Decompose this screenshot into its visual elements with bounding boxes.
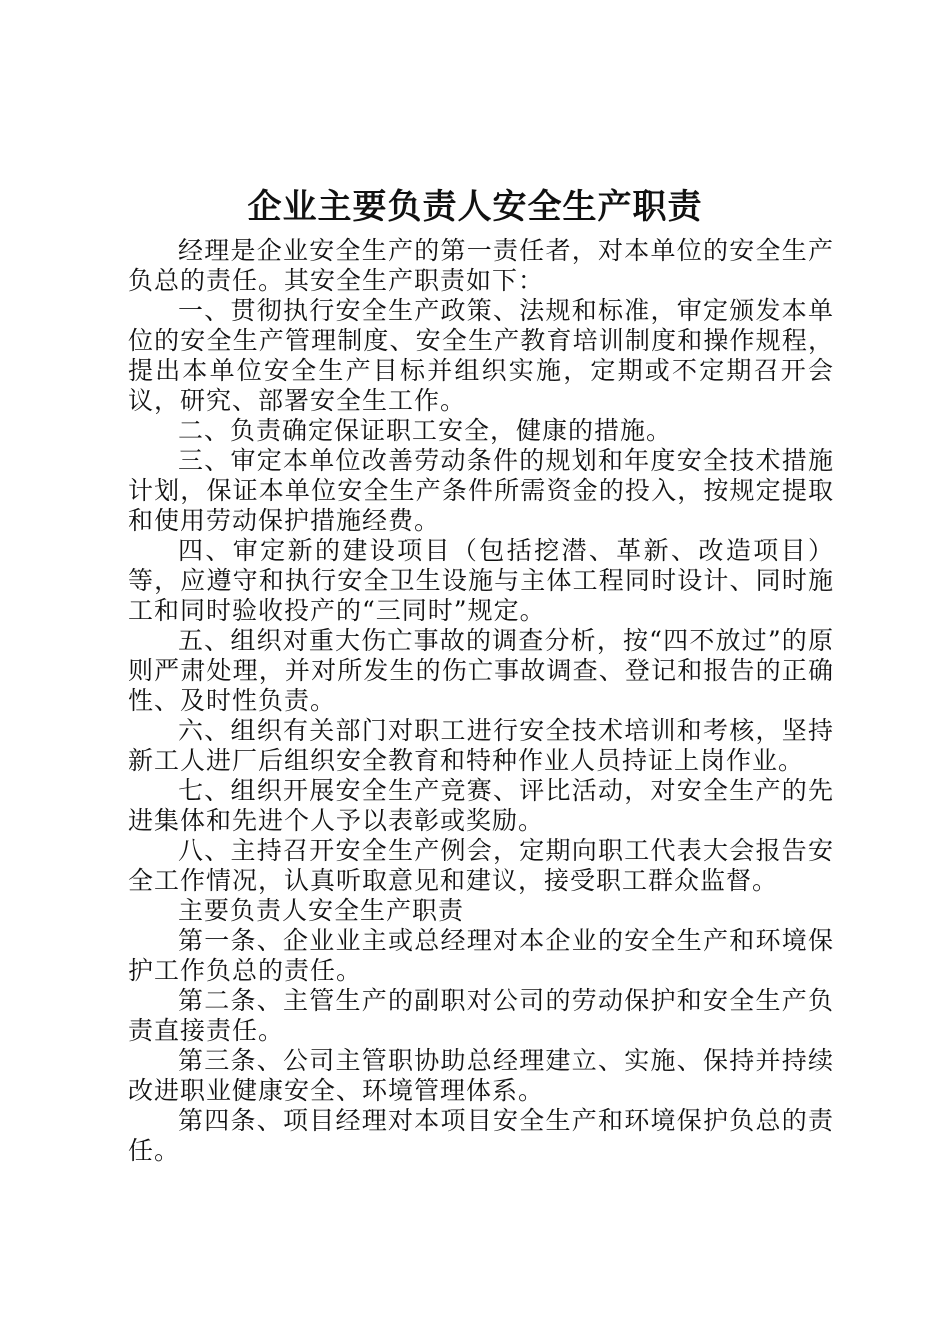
paragraph-item-8: 八、主持召开安全生产例会，定期向职工代表大会报告安全工作情况，认真听取意见和建议，接受职工群众监督。 — [128, 836, 834, 895]
section-heading: 主要负责人安全生产职责 — [178, 896, 465, 925]
paragraph-item-6: 六、组织有关部门对职工进行安全技术培训和考核，坚持新工人进厂后组织安全教育和特种作业人员持证上岗作业。 — [128, 716, 834, 775]
paragraph-item-1: 一、贯彻执行安全生产政策、法规和标准，审定颁发本单位的安全生产管理制度、安全生产教育培训制度和操作规程，提出本单位安全生产目标并组织实施，定期或不定期召开会议，研究、部署安全生工作。 — [128, 296, 834, 415]
paragraph-item-2: 二、负责确定保证职工安全，健康的措施。 — [178, 416, 673, 445]
article-4: 第四条、项目经理对本项目安全生产和环境保护负总的责任。 — [128, 1106, 834, 1165]
article-3: 第三条、公司主管职协助总经理建立、实施、保持并持续改进职业健康安全、环境管理体系。 — [128, 1046, 834, 1105]
paragraph-item-4: 四、审定新的建设项目（包括挖潜、革新、改造项目）等，应遵守和执行安全卫生设施与主体工程同时设计、同时施工和同时验收投产的“三同时”规定。 — [128, 536, 834, 625]
paragraph-item-3: 三、审定本单位改善劳动条件的规划和年度安全技术措施计划，保证本单位安全生产条件所需资金的投入，按规定提取和使用劳动保护措施经费。 — [128, 446, 834, 535]
paragraph-item-5: 五、组织对重大伤亡事故的调查分析，按“四不放过”的原则严肃处理，并对所发生的伤亡事故调查、登记和报告的正确性、及时性负责。 — [128, 626, 834, 715]
paragraph-item-7: 七、组织开展安全生产竞赛、评比活动，对安全生产的先进集体和先进个人予以表彰或奖励。 — [128, 776, 834, 835]
article-2: 第二条、主管生产的副职对公司的劳动保护和安全生产负责直接责任。 — [128, 986, 834, 1045]
article-1: 第一条、企业业主或总经理对本企业的安全生产和环境保护工作负总的责任。 — [128, 926, 834, 985]
document-body — [128, 236, 834, 1166]
document-title: 企业主要负责人安全生产职责 — [247, 187, 703, 227]
paragraph-intro: 经理是企业安全生产的第一责任者，对本单位的安全生产负总的责任。其安全生产职责如下： — [128, 236, 834, 295]
